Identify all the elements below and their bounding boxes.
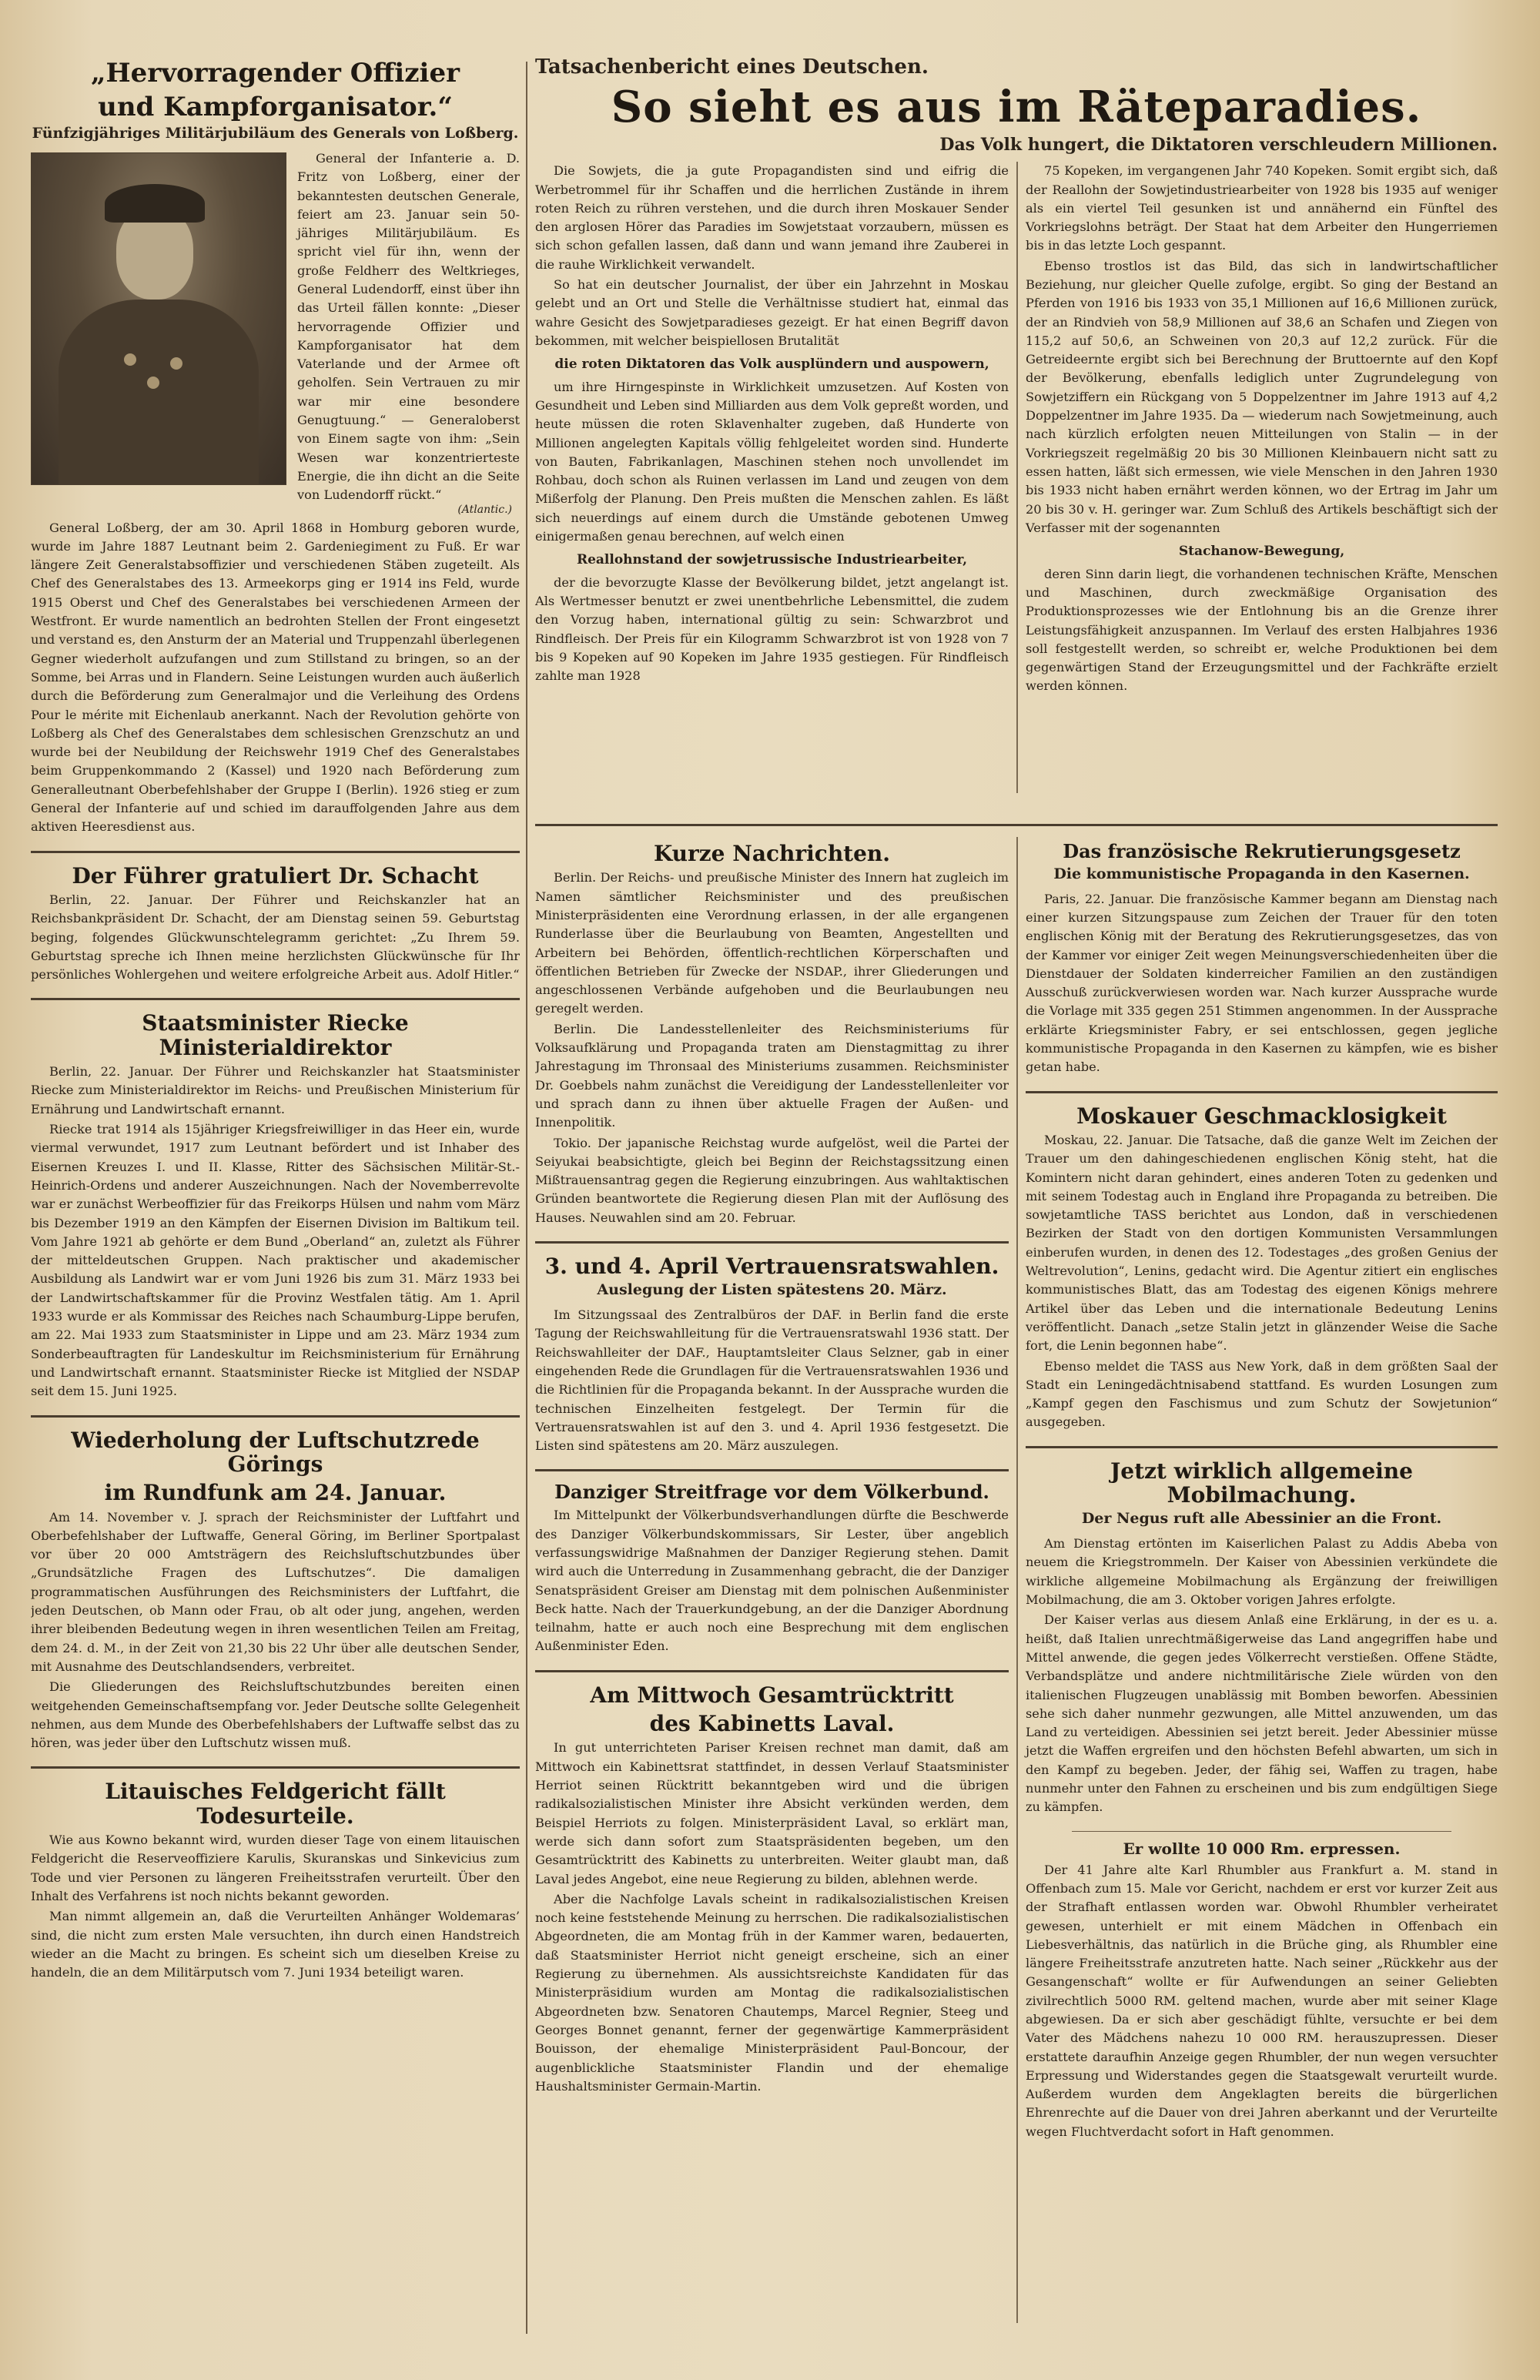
article-goering: Wiederholung der Luftschutzrede Görings im Rundfunk am 24. Januar. Am 14. November v. J. sprach der Reichsminister der Luftfahrt und Oberbefehlshaber der Luftwaffe, General Göring, im Berliner Sportpalast vor über 20 000 Amtsträgern des Reichsluftschutzbundes über „Grundsätzliche Fragen des Luftschutzes“. Die damaligen programmatischen Ausführungen des Reichsministers der Luftfahrt, die jeden Deutschen, ob Mann oder Frau, ob alt oder jung, angehen, werden ihrer bleibenden Bedeutung wegen in ihren wesentlichen Teilen am Freitag, dem 24. d. M., in der Zeit von 21,30 bis 22 Uhr über alle deutschen Sender, mit Ausnahme des Deutschlandsenders, verbreitet. Die Gliederungen des Reichsluftschutzbundes bereiten einen weitgehenden Gemeinschaftsempfang vor. Jeder Deutsche sollte Gelegenheit nehmen, aus dem Munde des Oberbefehlshabers der Luftwaffe selbst das zu hören, was jeder über den Luftschutz wissen muß. bbox=[31, 1427, 520, 1751]
headline-lossberg-1: „Hervorragender Offizier bbox=[90, 58, 460, 89]
headline-danzig: Danziger Streitfrage vor dem Völkerbund. bbox=[554, 1481, 989, 1504]
headline-raeteparadies: So sieht es aus im Räteparadies. bbox=[611, 82, 1422, 132]
headline-vertrauensrat: 3. und 4. April Vertrauensratswahlen. bbox=[544, 1254, 999, 1279]
subheadline-vertrauensrat: Auslegung der Listen spätestens 20. März. bbox=[597, 1281, 947, 1299]
article-vertrauensrat: 3. und 4. April Vertrauensratswahlen. Auslegung der Listen spätestens 20. März. Im Sitzungssaal des Zentralbüros der DAF. in Berlin fand die erste Tagung der Reichswahlleitung für die Vertrauensratswahl 1936 statt. Der Reichswahlleiter der DAF., Hauptamtsleiter Claus Selzner, gab in einer eingehenden Rede die Grundlagen für die Vertrauensratswahlen 1936 und die Richtlinien für die Propaganda bekannt. In der Aussprache wurden die technischen Einzelheiten festgelegt. Der Termin für die Vertrauensratswahlen ist auf den 3. und 4. April 1936 festgesetzt. Die Listen sind spätestens am 20. März auszulegen. bbox=[535, 1254, 1009, 1454]
divider bbox=[535, 1469, 1009, 1471]
headline-goering-1: Wiederholung der Luftschutzrede Görings bbox=[71, 1427, 480, 1477]
article-raeteparadies: Tatsachenbericht eines Deutschen. So sieht es aus im Räteparadies. Das Volk hungert, die Diktatoren verschleudern Millionen. Die Sowjets, die ja gute Propagandisten sind und eifrig die Werbetrommel für ihr Schaffen und die herrlichen Zustände in ihrem roten Reich zu rühren verstehen, und die durch ihren Moskauer Sender den arglosen Hörer das Paradies im Sowjetstaat vorzaubern, müssen es sich schon gefallen lassen, daß dann und wann jemand ihre Zauberei in die rauhe Wirklichkeit verwandelt. So hat ein deutscher Journalist, der über ein Jahrzehnt in Moskau gelebt und an Ort und Stelle die Verhältnisse studiert hat, einmal das wahre Gesicht des Sowjetparadieses gezeigt. Er hat einen Begriff davon bekommen, mit welcher beispiellosen Brutalität die roten Diktatoren das Volk ausplündern und auspowern, um ihre Hirngespinste in Wirklichkeit umzusetzen. Auf Kosten von Gesundheit und Leben sind Milliarden aus dem Volk gepreßt worden, und heute müssen die roten Sklavenhalter zugeben, daß Hunderte von Millionen angelegten Kapitals völlig fehlgeleitet worden sind. Hunderte von Bauten, Fabrikanlagen, Maschinen stehen noch unvollendet im Rohbau, doch schon als Ruinen verlassen im Land und zeugen von dem Mißerfolg der Planung. Den Preis mußten die Menschen zahlen. Es läßt sich neuerdings auf einem durch die Umstände gebotenen Umweg einigermaßen genau berechnen, auf welch einen Reallohnstand der sowjetrussische Industriearbeiter, der die bevorzugte Klasse der Bevölkerung bildet, jetzt angelangt ist. Als Wertmesser benutzt er zwei unentbehrliche Lebensmittel, die zudem den Vorzug haben, international gültig zu sein: Schwarzbrot und Rindfleisch. Der Preis für ein Kilogramm Schwarzbrot ist von 1928 von 7 bis 9 Kopeken auf 90 Kopeken im Jahre 1935 gestiegen. Für Rindfleisch zahlte man 1928 75 Kopeken, im vergangenen Jahr 740 Kopeken. Somit ergibt sich, daß der Reallohn der Sowjetindustriearbeiter von 1928 bis 1935 auf weniger als ein viertel Teil gesunken ist und annähernd ein Fünftel des Vorkriegslohns beträgt. Der Staat hat dem Arbeiter den Hungerriemen bis in das letzte Loch gespannt. Ebenso trostlos ist das Bild, das sich in landwirtschaftlicher Beziehung, nur gleicher Quelle zufolge, ergibt. So ging der Bestand an Pferden von 1916 bis 1933 von 35,1 Millionen auf 16,6 Millionen zurück, der an Rindvieh von 58,9 Millionen auf 38,6 an Schafen und Ziegen von 115,2 auf 50,6, an Schweinen von 20,3 auf 12,2 zurück. Für die Getreideernte ergibt sich bei Berechnung der Bruttoernte auf den Kopf der Bevölkerung, ebenfalls lediglich unter Zugrundelegung von Sowjetziffern ein Rückgang von 5 Doppelzentner im Jahre 1913 auf 4,2 Doppelzentner im Jahre 1935. Da — wiederum nach Sowjetmeinung, auch nach kürzlich erfolgten neuen Mitteilungen von Stalin — in der Vorkriegszeit regelmäßig 20 bis 30 Millionen Kleinbauern nicht satt zu essen hatten, läßt sich ermessen, wie viele Menschen in den Jahren 1930 bis 1933 nicht haben ernährt werden können, wo der Ertrag im Jahr um 20 bis 30 v. H. geringer war. Zum Schluß des Artikels beschäftigt sich der Verfasser mit der sogenannten Stachanow-Bewegung, deren Sinn darin liegt, die vorhandenen technischen Kräfte, Menschen und Maschinen, durch zweckmäßige Organisation des Produktionsprozesses wie der Entlohnung bis an die Grenze ihrer Leistungsfähigkeit anzuspannen. Im Verlauf des ersten Halbjahres 1936 soll festgestellt werden, so schreibt er, welche Produktionen bei dem gegenwärtigen Stand der Erzeugungsmittel und der Fachkräfte erzielt werden können. bbox=[535, 54, 1498, 816]
headline-lossberg-2: und Kampforganisator.“ bbox=[98, 92, 453, 123]
column-rule bbox=[526, 62, 527, 2334]
left-column bbox=[31, 54, 520, 2349]
section-stachanow: Stachanow-Bewegung, bbox=[1178, 544, 1345, 560]
subheadline-rekrutierung: Die kommunistische Propaganda in den Kasernen. bbox=[1053, 865, 1470, 882]
article-erpressung: Er wollte 10 000 Rm. erpressen. Der 41 Jahre alte Karl Rhumbler aus Frankfurt a. M. stand in Offenbach zum 15. Male vor Gericht, nachdem er erst vor kurzer Zeit aus der Strafhaft entlassen worden war. Obwohl Rhumbler verheiratet gewesen, unterhielt er mit einem Mädchen in Offenbach ein Liebesverhältnis, das natürlich in die Brüche ging, als Rhumbler eine längere Freiheitsstrafe anzutreten hatte. Nach seiner „Rückkehr aus der Gesangenschaft“ wollte er für Aufwendungen an seiner Geliebten zivilrechtlich 5000 RM. geltend machen, wurde aber mit seiner Klage abgewiesen. Da er sich aber geschädigt fühlte, versuchte er bei dem Vater des Mädchens nahezu 10 000 RM. herauszupressen. Dieser erstattete daraufhin Anzeige gegen Rhumbler, der nun wegen versuchter Erpressung und Widerstandes gegen die Staatsgewalt verurteilt wurde. Außerdem wurden dem Angeklagten bereits die bürgerlichen Ehrenrechte auf die Dauer von drei Jahren aberkannt und der Verurteilte wegen Fluchtverdacht sofort in Haft genommen. bbox=[1026, 1839, 1498, 2139]
divider bbox=[535, 1670, 1009, 1672]
headline-moskau: Moskauer Geschmacklosigkeit bbox=[1076, 1103, 1447, 1129]
headline-litauen: Litauisches Feldgericht fällt Todesurteile. bbox=[105, 1779, 446, 1829]
headline-riecke: Staatsminister Riecke Ministerialdirektor bbox=[142, 1010, 409, 1060]
headline-laval-2: des Kabinetts Laval. bbox=[649, 1711, 895, 1737]
headline-rekrutierung: Das französische Rekrutierungsgesetz bbox=[1063, 840, 1461, 862]
right-column bbox=[1026, 837, 1498, 2155]
article-laval: Am Mittwoch Gesamtrücktritt des Kabinetts Laval. In gut unterrichteten Pariser Kreisen rechnet man damit, daß am Mittwoch ein Kabinettsrat stattfindet, in dessen Verlauf Staatsminister Herriot seinen Rücktritt bekanntgeben wird und die übrigen radikalsozialistischen Minister ihre Absicht verkünden werden, dem Beispiel Herriots zu folgen. Ministerpräsident Laval, so erklärt man, werde sich dann sofort zum Staatspräsidenten begeben, um den Gesamtrücktritt des Kabinetts zu unterbreiten. Weiter glaubt man, daß Laval jedes Angebot, eine neue Regierung zu bilden, ablehnen werde. Aber die Nachfolge Lavals scheint in radikalsozialistischen Kreisen noch keine feststehende Meinung zu herrschen. Die radikalsozialistischen Abgeordneten, die am Montag früh in der Kammer waren, bedauerten, daß Staatsminister Herriot nicht geneigt erscheine, sich an einer Regierung zu übernehmen. Als aussichtsreichste Kandidaten für das Ministerpräsidium wurden am Montag die radikalsozialistischen Abgeordneten bzw. Senatoren Chautemps, Marcel Regnier, Steeg und Georges Bonnet genannt, ferner der gegenwärtige Kammerpräsident Bouisson, der ehemalige Ministerpräsident Paul-Boncour, der augenblickliche Staatsminister Flandin und der ehemalige Haushaltsminister Germain-Martin. bbox=[535, 1682, 1009, 2094]
headline-kurze-nachrichten: Kurze Nachrichten. bbox=[653, 841, 891, 866]
subheadline-raeteparadies: Das Volk hungert, die Diktatoren verschleudern Millionen. bbox=[939, 134, 1498, 155]
article-lossberg: „Hervorragender Offizier und Kampforganisator.“ Fünfzigjähriges Militärjubiläum des Generals von Loßberg. General der Infanterie a. D. Fritz von Loßberg, einer der bekanntesten deutschen Generale, feiert am 23. Januar sein 50-jähriges Militärjubiläum. Es spricht viel für ihn, wenn der große Feldherr des Weltkrieges, General Ludendorff, einst über ihn das Urteil fällen konnte: „Dieser hervorragende Offizier und Kampforganisator hat dem Vaterlande und der Armee oft geholfen. Sein Vertrauen zu mir war mir eine besondere Genugtuung.“ — Generaloberst von Einem sagte von ihm: „Sein Wesen war konzentrierteste Energie, die ihn dicht an die Seite von Ludendorff rückt.“ (Atlantic.) General Loßberg, der am 30. April 1868 in Homburg geboren wurde, wurde im Jahre 1887 Leutnant beim 2. Gardeniegiment zu Fuß. Er war längere Zeit Generalstabsoffizier und verschiedenen Stäben zugeteilt. Als Chef des Generalstabes des 13. Armeekorps ging er 1914 ins Feld, wurde 1915 Oberst und Chef des Generalstabes bei verschiedenen Armeen der Westfront. Er wurde namentlich an bedrohten Stellen der Front eingesetzt und verstand es, den Ansturm der an Material und Truppenzahl überlegenen Gegner wiederholt aufzufangen und zum Stillstand zu bringen, so an der Somme, bei Arras und in Flandern. Seine Leistungen wurden auch äußerlich durch die Beförderung zum Generalmajor und die Verleihung des Ordens Pour le mérite mit Eichenlaub anerkannt. Nach der Revolution gehörte von Loßberg als Chef des Generalstabes dem schlesischen Grenzschutz an und wurde bei der Neubildung der Reichswehr 1919 Chef des Generalstabes beim Gruppenkommando 2 (Kassel) und 1920 nach Beförderung zum Generalleutnant Oberbefehlshaber der Gruppe I (Berlin). 1926 stieg er zum General der Infanterie auf und schied im darauffolgenden Jahre aus dem aktiven Heeresdienst aus. bbox=[31, 58, 520, 835]
headline-erpressung: Er wollte 10 000 Rm. erpressen. bbox=[1123, 1839, 1401, 1858]
divider bbox=[1026, 1091, 1498, 1093]
divider bbox=[31, 1415, 520, 1418]
subheadline-mobilmachung: Der Negus ruft alle Abessinier an die Front. bbox=[1081, 1510, 1442, 1528]
subheadline-lossberg: Fünfzigjähriges Militärjubiläum des Generals von Loßberg. bbox=[32, 125, 519, 142]
divider bbox=[1072, 1831, 1451, 1832]
section-reallohn: Reallohnstand der sowjetrussische Industriearbeiter, bbox=[576, 552, 968, 568]
headline-schacht: Der Führer gratuliert Dr. Schacht bbox=[72, 862, 479, 889]
right-area bbox=[535, 54, 1498, 2349]
divider bbox=[31, 998, 520, 1000]
portrait-photo bbox=[31, 152, 286, 485]
headline-laval-1: Am Mittwoch Gesamtrücktritt bbox=[590, 1682, 954, 1708]
article-mobilmachung: Jetzt wirklich allgemeine Mobilmachung. Der Negus ruft alle Abessinier an die Front. Am Dienstag ertönten im Kaiserlichen Palast zu Addis Abeba von neuem die Kriegstrommeln. Der Kaiser von Abessinien verkündete die wirkliche allgemeine Mobilmachung als Ergänzung der freiwilligen Mobilmachung, die am 3. Oktober vorigen Jahres erfolgte. Der Kaiser verlas aus diesem Anlaß eine Erklärung, in der es u. a. heißt, daß Italien unrechtmäßigerweise das Land angegriffen habe und Mittel anwende, die gegen jedes Völkerrecht verstießen. Offene Städte, Verbandsplätze und andere nichtmilitärische Ziele würden von den italienischen Flugzeugen unablässig mit Bomben beworfen. Abessinien sehe sich daher nunmehr gezwungen, alle Mittel anzuwenden, um das Land zu verteidigen. Abessinien sei jetzt bereit. Jeder Abessinier müsse jetzt die Waffen ergreifen und den höchsten Befehl abwarten, um sich in den Kampf zu begeben. Jeder, der fähig sei, Waffen zu tragen, habe nunmehr unter den Fahnen zu erscheinen und bis zum endgültigen Siege zu kämpfen. bbox=[1026, 1458, 1498, 1815]
divider bbox=[1026, 1446, 1498, 1448]
headline-mobilmachung: Jetzt wirklich allgemeine Mobilmachung. bbox=[1110, 1458, 1413, 1508]
body-lossberg: General der Infanterie a. D. Fritz von Loßberg, einer der bekanntesten deutschen Generale, feiert am 23. Januar sein 50-jähriges Militärjubiläum. Es spricht viel für ihn, wenn der große Feldherr des Weltkrieges, General Ludendorff, einst über ihn das Urteil fällen konnte: „Dieser hervorragende Offizier und Kampforganisator hat dem Vaterlande und der Armee oft geholfen. Sein Vertrauen zu mir war mir eine besondere Genugtuung.“ — Generaloberst von Einem sagte von ihm: „Sein Wesen war konzentrierteste Energie, die ihn dicht an die Seite von Ludendorff rückt.“ bbox=[297, 150, 520, 503]
article-rekrutierung: Das französische Rekrutierungsgesetz Die kommunistische Propaganda in den Kasernen. Paris, 22. Januar. Die französische Kammer begann am Dienstag nach einer kurzen Sitzungspause zum Zeichen der Trauer für den toten englischen König mit der Beratung des Rekrutierungsgesetzes, das von der Kammer vor einiger Zeit wegen Meinungsverschiedenheiten über die Dienstdauer der Soldaten kinderreicher Familien an den zuständigen Ausschuß zurückverwiesen worden war. Nach kurzer Aussprache wurde die Vorlage mit 335 gegen 251 Stimmen angenommen. In der Aussprache erklärte Kriegsminister Fabry, er sei entschlossen, gegen jegliche kommunistische Propaganda in den Kasernen zu kämpfen, wie es bisher getan habe. bbox=[1026, 840, 1498, 1075]
middle-column bbox=[535, 837, 1009, 2110]
section-ausplündern: die roten Diktatoren das Volk ausplündern und auspowern, bbox=[554, 356, 989, 373]
divider bbox=[535, 1241, 1009, 1244]
divider bbox=[31, 851, 520, 853]
article-moskau: Moskauer Geschmacklosigkeit Moskau, 22. Januar. Die Tatsache, daß die ganze Welt im Zeichen der Trauer um den dahingeschiedenen englischen König steht, hat die Komintern nicht daran gehindert, eines anderen Toten zu gedenken und mit seinem Todestag auch in England ihre Propaganda zu betreiben. Die sowjetamtliche TASS berichtet aus London, daß in verschiedenen Bezirken der Stadt von den dortigen Kommunisten Versammlungen einberufen wurden, in denen des 12. Todestages „des großen Genius der Weltrevolution“, Lenins, gedacht wird. Die Agentur zitiert ein englisches kommunistisches Blatt, das am Todestag des eigenen Königs mehrere Artikel über das Leben und die internationale Bedeutung Lenins veröffentlicht. Danach „setze Stalin jetzt in glänzender Weise die Sache fort, die Lenin begonnen habe“. Ebenso meldet die TASS aus New York, daß in dem größten Saal der Stadt ein Leningedächtnisabend stattfand. Es wurden Losungen zum „Kampf gegen den Faschismus und zum Schutz der Sowjetunion“ ausgegeben. bbox=[1026, 1103, 1498, 1430]
article-litauen: Litauisches Feldgericht fällt Todesurteile. Wie aus Kowno bekannt wird, wurden dieser Tage von einem litauischen Feldgericht die Reserveoffiziere Karulis, Skuranskas und Sinkevicius zum Tode und vier Personen zu längeren Freiheitsstrafen verurteilt. Über den Inhalt des Verfahrens ist noch nichts bekannt geworden. Man nimmt allgemein an, daß die Verurteilten Anhänger Woldemaras’ sind, die nicht zum ersten Male versuchten, ihn durch einen Handstreich wieder an die Macht zu bringen. Es scheint sich um dieselben Kreise zu handeln, die an dem Militärputsch vom 7. Juni 1934 beteiligt waren. bbox=[31, 1779, 520, 1980]
divider bbox=[535, 824, 1498, 826]
article-riecke: Staatsminister Riecke Ministerialdirektor Berlin, 22. Januar. Der Führer und Reichskanzler hat Staatsminister Riecke zum Ministerialdirektor im Reichs- und Preußischen Ministerium für Ernährung und Landwirtschaft ernannt. Riecke trat 1914 als 15jähriger Kriegsfreiwilliger in das Heer ein, wurde viermal verwundet, 1917 zum Leutnant befördert und ist Inhaber des Eisernen Kreuzes I. und II. Klasse, Ritter des Sächsischen Militär-St.-Heinrich-Ordens und anderer Auszeichnungen. Nach der Novemberrevolte war er zunächst Werbeoffizier für das Freikorps Hülsen und nahm vom März bis Dezember 1919 an den Kämpfen der Eisernen Division im Baltikum teil. Vom Jahre 1921 ab gehörte er dem Bund „Oberland“ an, zuletzt als Führer der mitteldeutschen Gruppen. Nach praktischer und akademischer Ausbildung als Landwirt war er vom Juni 1926 bis zum 31. März 1933 bei der Landwirtschaftskammer für die Provinz Westfalen tätig. Am 1. April 1933 wurde er als Kommissar des Reiches nach Schaumburg-Lippe berufen, am 22. Mai 1933 zum Staatsminister in Lippe und am 23. März 1934 zum Sonderbeauftragten für Landeskultur im Reichsministerium für Ernährung und Landwirtschaft ernannt. Staatsminister Riecke ist Mitglied der NSDAP seit dem 15. Juni 1925. bbox=[31, 1010, 520, 1399]
divider bbox=[31, 1766, 520, 1769]
article-kurze-nachrichten: Kurze Nachrichten. Berlin. Der Reichs- und preußische Minister des Innern hat zugleich im Namen sämtlicher Reichsminister und des preußischen Ministerpräsidenten eine Verordnung erlassen, in der alle ergangenen Runderlasse über die Beurlaubung von Beamten, Angestellten und Arbeitern bei Behörden, öffentlich-rechtlichen Körperschaften und öffentlichen Betrieben für Zwecke der NSDAP., ihrer Gliederungen und angeschlossenen Verbände aufgehoben und die Beurlaubungen neu geregelt werden. Berlin. Die Landesstellenleiter des Reichsministeriums für Volksaufklärung und Propaganda traten am Dienstagmittag zu ihrer Jahrestagung im Thronsaal des Ministeriums zusammen. Reichsminister Dr. Goebbels nahm zunächst die Vereidigung der Landesstellenleiter vor und sprach dann zu ihnen über aktuelle Fragen der Außen- und Innenpolitik. Tokio. Der japanische Reichstag wurde aufgelöst, weil die Partei der Seiyukai beabsichtigte, gleich bei Beginn der Reichstagssitzung einen Mißtrauensantrag gegen die Regierung einzubringen. Aus wahltaktischen Gründen beantwortete die Regierung diesen Plan mit der Auflösung des Hauses. Neuwahlen sind am 20. Februar. bbox=[535, 841, 1009, 1225]
kicker-raeteparadies: Tatsachenbericht eines Deutschen. bbox=[535, 55, 929, 79]
article-danzig: Danziger Streitfrage vor dem Völkerbund. Im Mittelpunkt der Völkerbundsverhandlungen dürfte die Beschwerde des Danziger Völkerbundskommissars, Sir Lester, über angeblich verfassungswidrige Maßnahmen der Danziger Regierung stehen. Damit wird auch die Unterredung in Zusammenhang gebracht, die der Danziger Senatspräsident Greiser am Dienstag mit dem polnischen Außenminister Beck hatte. Nach der Trauerkundgebung, an der die Danziger Abordnung teilnahm, hatte er auch noch eine Besprechung mit dem englischen Außenminister Eden. bbox=[535, 1481, 1009, 1654]
headline-goering-2: im Rundfunk am 24. Januar. bbox=[104, 1480, 447, 1506]
photo-credit: (Atlantic.) bbox=[457, 503, 512, 516]
article-schacht: Der Führer gratuliert Dr. Schacht Berlin, 22. Januar. Der Führer und Reichskanzler hat an Reichsbankpräsident Dr. Schacht, der am Dienstag seinen 59. Geburtstag beging, folgendes Glückwunschtelegramm gerichtet: „Zu Ihrem 59. Geburtstag spreche ich Ihnen meine herzlichsten Glückwünsche für Ihr persönliches Wohlergehen und weitere erfolgreiche Arbeit aus. Adolf Hitler.“ bbox=[31, 862, 520, 982]
